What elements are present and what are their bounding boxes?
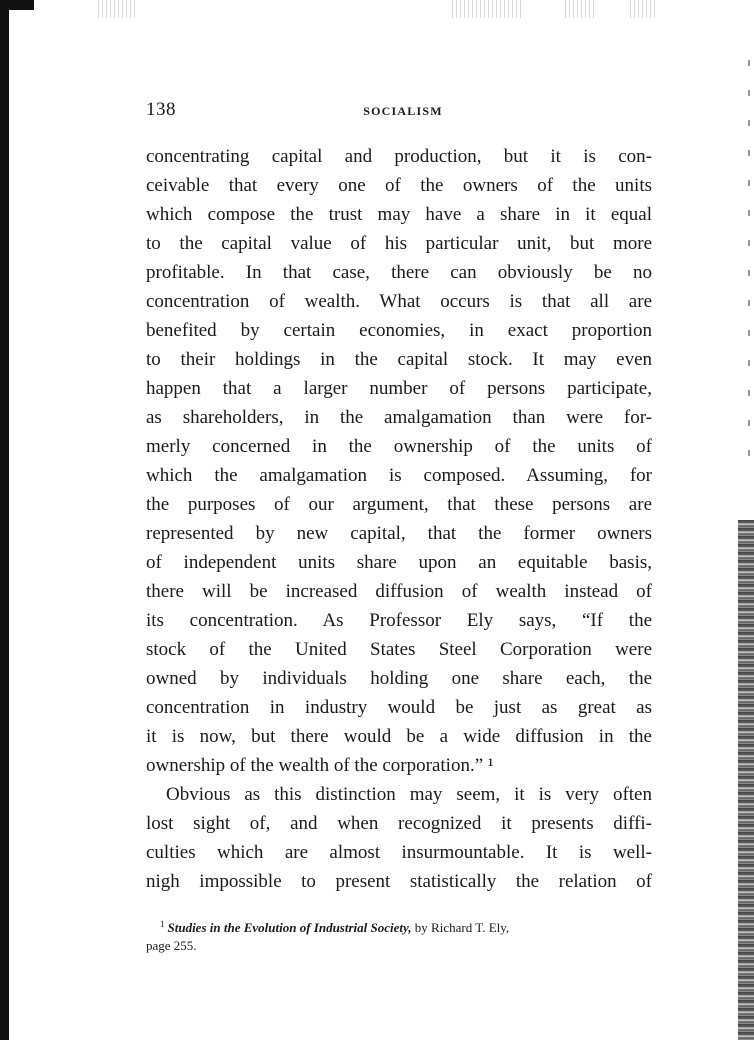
body-text xyxy=(146,142,652,896)
text-line: the purposes of our argument, that these persons are xyxy=(146,494,652,515)
text-line: owned by individuals holding one share each, the xyxy=(146,668,652,689)
text-line: represented by new capital, that the former owners xyxy=(146,523,652,544)
text-line: merly concerned in the ownership of the units of xyxy=(146,436,652,457)
page-header xyxy=(146,99,652,125)
footnote-line xyxy=(146,914,652,935)
scan-specks-right xyxy=(565,0,595,18)
scan-specks-left xyxy=(98,0,138,18)
footnote xyxy=(146,914,652,956)
footnote-author: by Richard T. Ely, xyxy=(411,920,510,935)
scan-edge-right-marks xyxy=(748,60,750,480)
text-line: of independent units share upon an equitable basis, xyxy=(146,552,652,573)
text-line: its concentration. As Professor Ely says, “If the xyxy=(146,610,652,631)
footnote-page: page 255. xyxy=(146,938,197,953)
text-line: to the capital value of his particular unit, but more xyxy=(146,233,652,254)
text-line: ceivable that every one of the owners of the units xyxy=(146,175,652,196)
text-line: profitable. In that case, there can obviously be no xyxy=(146,262,652,283)
text-line: as shareholders, in the amalgamation than were for- xyxy=(146,407,652,428)
scan-specks-far-right xyxy=(630,0,658,18)
scan-edge-corner xyxy=(0,0,34,10)
text-line: Obvious as this distinction may seem, it is very often xyxy=(166,784,652,805)
text-line: benefited by certain economies, in exact proportion xyxy=(146,320,652,341)
text-line: ownership of the wealth of the corporation.” ¹ xyxy=(146,755,494,776)
scan-edge-left xyxy=(0,0,9,1040)
text-line: concentration in industry would be just as great as xyxy=(146,697,652,718)
text-line: to their holdings in the capital stock. It may even xyxy=(146,349,652,370)
text-line: happen that a larger number of persons participate, xyxy=(146,378,652,399)
text-line: there will be increased diffusion of wealth instead of xyxy=(146,581,652,602)
text-line: which the amalgamation is composed. Assuming, for xyxy=(146,465,652,486)
text-line: culties which are almost insurmountable. It is well- xyxy=(146,842,652,863)
text-line: concentration of wealth. What occurs is that all are xyxy=(146,291,652,312)
footnote-title: Studies in the Evolution of Industrial Society, xyxy=(167,920,412,935)
text-line: nigh impossible to present statistically the relation of xyxy=(146,871,652,892)
text-line: lost sight of, and when recognized it presents diffi- xyxy=(146,813,652,834)
text-line: which compose the trust may have a share in it equal xyxy=(146,204,652,225)
text-line: stock of the United States Steel Corporation were xyxy=(146,639,652,660)
page-number: 138 xyxy=(146,99,176,120)
running-head: SOCIALISM xyxy=(363,104,443,118)
scan-specks-center xyxy=(452,0,522,18)
scan-edge-right xyxy=(738,520,754,1040)
text-line: it is now, but there would be a wide diffusion in the xyxy=(146,726,652,747)
footnote-marker: 1 xyxy=(160,919,165,929)
text-line: concentrating capital and production, but it is con- xyxy=(146,146,652,167)
